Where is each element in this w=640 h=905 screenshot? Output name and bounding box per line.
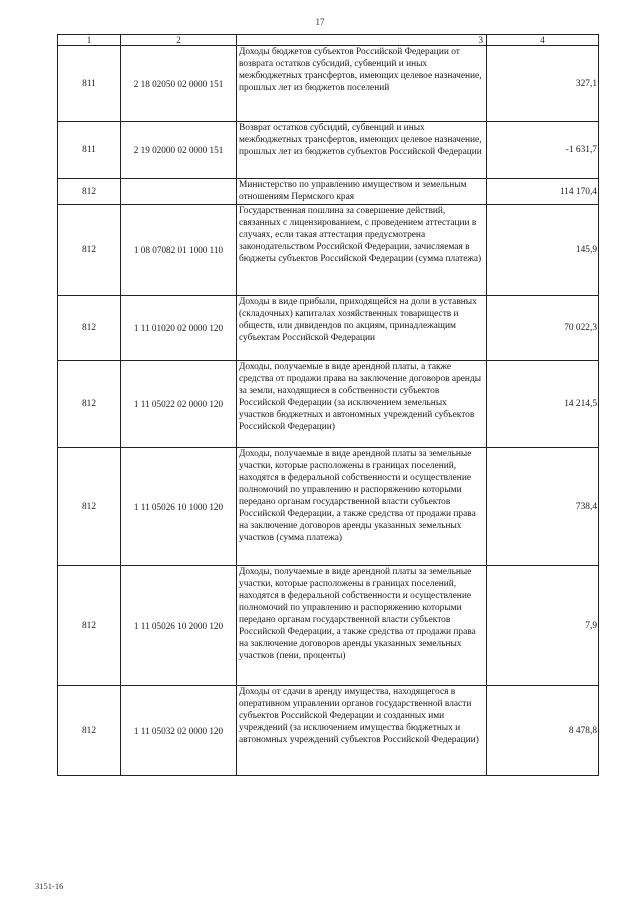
admin-code-cell: 812 [58,566,121,686]
revenue-name-text: Министерство по управлению имуществом и земельным отношениям Пермского края [239,180,467,202]
revenue-name-cell [237,686,487,776]
admin-code-cell: 812 [58,361,121,448]
amount-cell: 8 478,8 [487,686,599,776]
admin-code-cell: 812 [58,205,121,296]
revenue-name-cell [237,179,487,205]
budget-code-cell: 1 11 05022 02 0000 120 [121,361,237,448]
revenue-name-cell [237,122,487,179]
table-row [58,179,599,205]
amount-cell: -1 631,7 [487,122,599,179]
budget-code-cell: 1 11 05026 10 2000 120 [121,566,237,686]
table-row [58,46,599,122]
amount-cell: 327,1 [487,46,599,122]
budget-code-cell: 2 18 02050 02 0000 151 [121,46,237,122]
budget-code-cell: 1 08 07082 01 1000 110 [121,205,237,296]
revenue-name-cell [237,448,487,566]
admin-code-cell: 812 [58,179,121,205]
admin-code-cell: 812 [58,686,121,776]
amount-cell: 114 170,4 [487,179,599,205]
revenue-name-cell [237,46,487,122]
table-header-row [58,35,599,46]
table-row [58,566,599,686]
admin-code-cell: 811 [58,122,121,179]
budget-code-cell [121,179,237,205]
revenue-name-cell [237,361,487,448]
amount-cell: 145,9 [487,205,599,296]
page-number: 17 [315,17,325,27]
table-row [58,448,599,566]
admin-code-cell: 812 [58,448,121,566]
revenue-name-text: Доходы от сдачи в аренду имущества, находящегося в оперативном управлении органов государственной власти субъектов Российской Федерации и созданных ими учреждений (за исключением имущества бюджетных и автономных учреждений субъектов Российской Федерации) [239,687,479,745]
table-row [58,296,599,361]
column-header-4: 4 [487,35,599,46]
table-row [58,361,599,448]
budget-code-cell: 1 11 01020 02 0000 120 [121,296,237,361]
column-header-1: 1 [58,35,121,46]
revenue-table [57,34,599,776]
column-header-3: 3 [237,35,487,46]
revenue-name-text: Доходы, получаемые в виде арендной платы за земельные участки, которые расположены в границах поселений, находятся в федеральной собственности и осуществление полномочий по управлению и распоряжению которыми передано органам государственной власти субъектов Российской Федерации, а также средства от продажи права на заключение договоров аренды указанных земельных участков (сумма платежа) [239,449,476,543]
table-row [58,122,599,179]
budget-code-cell: 2 19 02000 02 0000 151 [121,122,237,179]
revenue-name-cell [237,205,487,296]
amount-cell: 14 214,5 [487,361,599,448]
table-row [58,205,599,296]
amount-cell: 738,4 [487,448,599,566]
footer-document-code: 3151-16 [35,881,64,891]
revenue-name-cell [237,566,487,686]
revenue-name-text: Доходы бюджетов субъектов Российской Федерации от возврата остатков субсидий, субвенций и иных межбюджетных трансфертов, имеющих целевое назначение, прошлых лет из бюджетов поселений [239,47,482,93]
column-header-2: 2 [121,35,237,46]
revenue-name-text: Возврат остатков субсидий, субвенций и иных межбюджетных трансфертов, имеющих целевое назначение, прошлых лет из бюджетов субъектов Российской Федерации [239,123,482,157]
budget-code-cell: 1 11 05032 02 0000 120 [121,686,237,776]
revenue-name-cell [237,296,487,361]
admin-code-cell: 812 [58,296,121,361]
amount-cell: 7,9 [487,566,599,686]
revenue-name-text: Доходы, получаемые в виде арендной платы за земельные участки, которые расположены в границах поселений, находятся в федеральной собственности и осуществление полномочий по управлению и распоряжению которыми передано органам государственной власти субъектов Российской Федерации, а также средства от продажи права на заключение договоров аренды указанных земельных участков (пени, проценты) [239,567,476,661]
admin-code-cell: 811 [58,46,121,122]
budget-code-cell: 1 11 05026 10 1000 120 [121,448,237,566]
table-row [58,686,599,776]
revenue-name-text: Государственная пошлина за совершение действий, связанных с лицензированием, с проведением аттестации в случаях, если такая аттестация предусмотрена законодательством Российской Федерации, зачисляемая в бюджеты субъектов Российской Федерации (сумма платежа) [239,206,482,264]
amount-cell: 70 022,3 [487,296,599,361]
revenue-name-text: Доходы в виде прибыли, приходящейся на доли в уставных (складочных) капиталах хозяйственных товариществ и обществ, или дивидендов по акциям, принадлежащим субъектам Российской Федерации [239,297,477,343]
revenue-name-text: Доходы, получаемые в виде арендной платы, а также средства от продажи права на заключение договоров аренды за земли, находящиеся в собственности субъектов Российской Федерации (за исключением земельных участков бюджетных и автономных учреждений субъектов Российской Федерации) [239,362,482,432]
